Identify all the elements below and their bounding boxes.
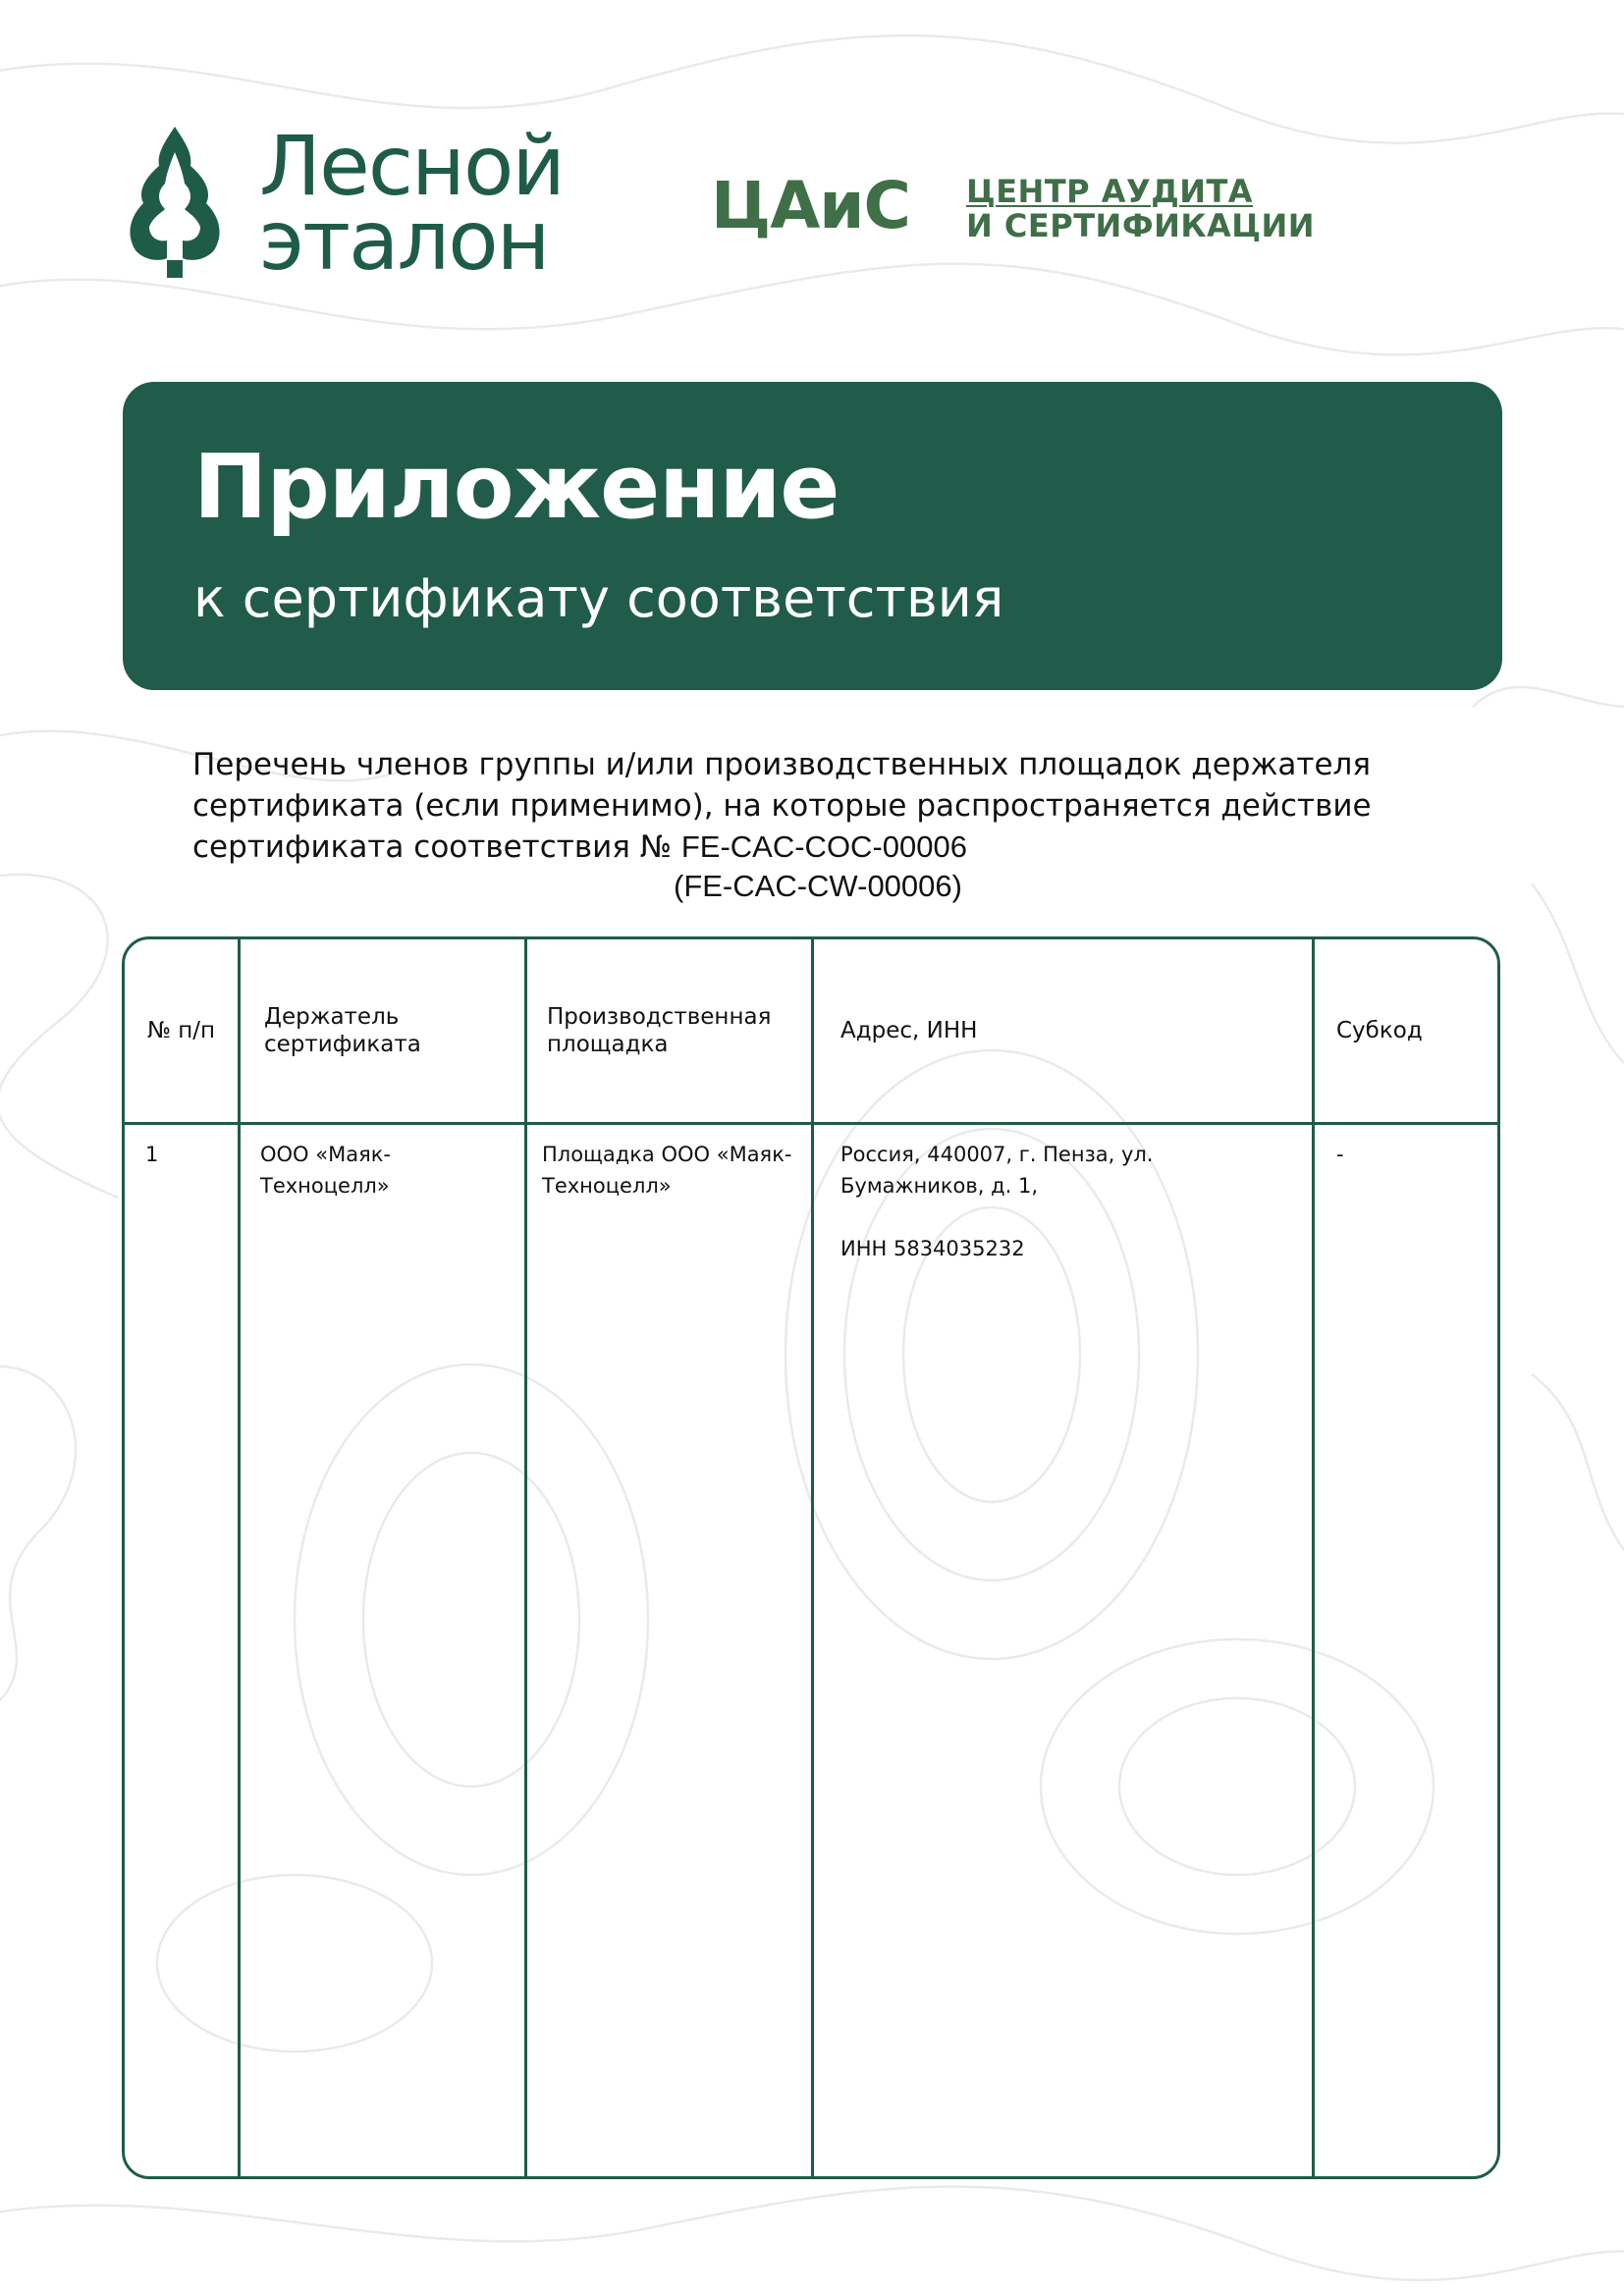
logo-word-1: Лесной: [259, 118, 564, 214]
logo-word-2: эталон: [259, 192, 549, 289]
caic-mark: ЦАиС: [711, 168, 910, 243]
certificate-number: FE-CAC-COC-00006: [680, 829, 967, 864]
caic-line-1: ЦЕНТР АУДИТА: [966, 173, 1254, 210]
lesnoy-etalon-logo: [122, 118, 573, 289]
row-inn: ИНН 5834035232: [840, 1237, 1025, 1260]
header-divider: [122, 1122, 1500, 1125]
intro-paragraph: [192, 744, 1449, 868]
header-site: Производственная площадка: [547, 1004, 772, 1057]
certificate-number-alt: (FE-CAC-CW-00006): [674, 869, 962, 903]
header-num: № п/п: [147, 1018, 216, 1043]
fir-tree-icon: [122, 123, 228, 278]
page-title: Приложение: [193, 436, 839, 539]
row-address: Россия, 440007, г. Пенза, ул. Бумажников, д. 1,: [840, 1143, 1154, 1198]
header-address: Адрес, ИНН: [840, 1018, 978, 1043]
header-holder: Держатель сертификата: [264, 1004, 421, 1057]
page-subtitle: к сертификату соответствия: [193, 567, 1004, 629]
caic-line-2: И СЕРТИФИКАЦИИ: [966, 207, 1316, 244]
intro-text: Перечень членов группы и/или производственных площадок держателя сертификата (если применимо), на которые распространяется действие сертификата соответствия №: [192, 747, 1372, 865]
title-banner: [123, 382, 1502, 690]
row-site: Площадка ООО «Маяк-Техноцелл»: [542, 1143, 792, 1198]
row-subcode: -: [1336, 1143, 1344, 1166]
row-num: 1: [145, 1143, 159, 1166]
row-holder: ООО «Маяк-Техноцелл»: [260, 1143, 391, 1198]
header-subcode: Субкод: [1336, 1018, 1423, 1043]
